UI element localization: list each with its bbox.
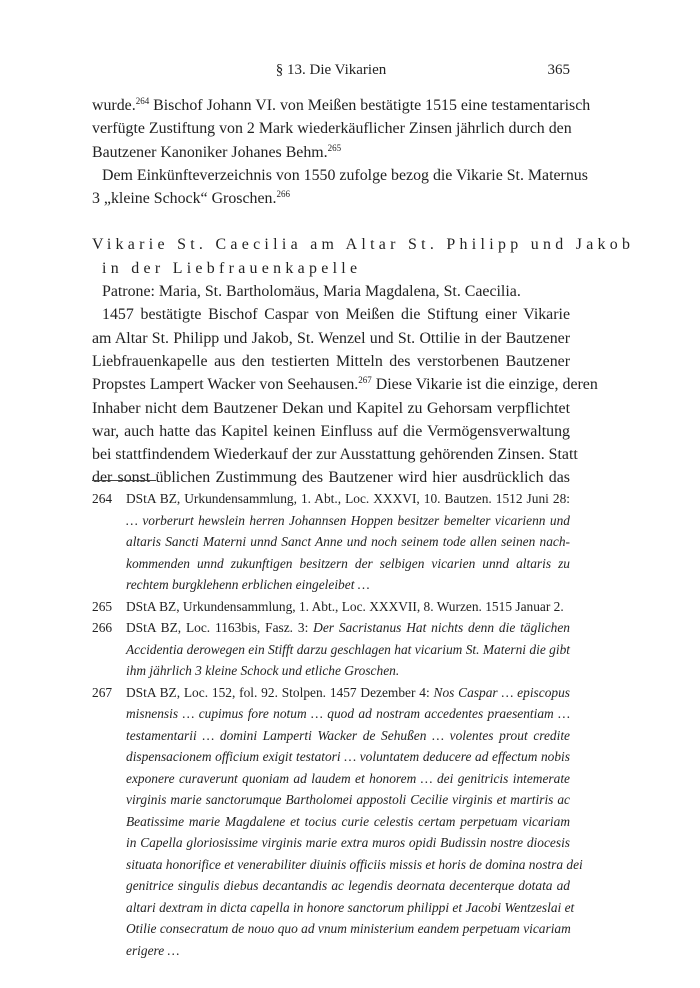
text-line: der sonst üblichen Zustimmung des Bautzener wird hier ausdrücklich das — [92, 469, 570, 487]
text-line: verfügte Zustiftung von 2 Mark wiederkäuflicher Zinsen jährlich durch den — [92, 120, 572, 138]
patrons-line: Patrone: Maria, St. Bartholomäus, Maria Magdalena, St. Caecilia. — [102, 283, 521, 301]
footnote-line: exponere curaverunt quoniam ad laudem et honorem … dei genitricis intemerate — [126, 770, 570, 786]
footnote-267 — [92, 682, 583, 962]
footnote-266 — [92, 617, 570, 682]
footnote-number: 265 — [92, 598, 113, 614]
text-line: wurde.$^{264}$ Bischof Johann VI. von Meißen bestätigte 1515 eine testamentarisch — [92, 96, 591, 114]
section-heading: Vikarie St. Caecilia am Altar St. Philipp und Jakob — [92, 236, 635, 254]
footnote-line: DStA BZ, Loc. 1163bis, Fasz. 3: Der Sacristanus Hat nichts denn die täglichen — [126, 620, 570, 635]
text-line: bei stattfindendem Wiederkauf der zur Ausstattung gehörenden Zinsen. Statt — [92, 446, 578, 464]
footnote-ref[interactable]: 265 — [327, 142, 342, 153]
footnote-number: 266 — [92, 620, 113, 635]
text-line: 1457 bestätigte Bischof Caspar von Meißen die Stiftung einer Vikarie — [102, 306, 570, 324]
page-number: 365 — [547, 62, 570, 78]
footnote-line: DStA BZ, Urkundensammlung, 1. Abt., Loc. XXXVI, 10. Bautzen. 1512 Juni 28: — [126, 491, 570, 506]
footnote-line: in Capella gloriosissime virginis marie extra muros opidi Budissin nostre diocesis — [126, 835, 570, 850]
text-line: Inhaber nicht dem Bautzener Dekan und Kapitel zu Gehorsam verpflichtet — [92, 399, 570, 417]
footnote-line: virginis marie sanctorumque Bartholomei appostoli Cecilie virginis et martiris ac — [126, 792, 570, 807]
footnote-line: kommenden unnd zukunftigen besitzern der selbigen vicarien unnd altaris zu — [126, 555, 570, 571]
footnote-line: situata honorifice et venerabiliter diuinis officiis missis et horis de domina nostra dei — [126, 856, 583, 872]
footnote-265 — [92, 596, 570, 618]
footnote-ref[interactable]: 267 — [358, 375, 372, 386]
footnote-ref[interactable]: 264 — [135, 96, 150, 106]
footnote-number: 267 — [92, 684, 113, 700]
footnote-line: erigere … — [126, 942, 180, 958]
footnote-line: genitrice singulis diebus decantandis ac legendis deornata decenterque dotata ad — [126, 878, 570, 893]
text-line: am Altar St. Philipp und Jakob, St. Wenzel und St. Ottilie in der Bautzener — [92, 329, 570, 347]
running-head — [92, 62, 570, 82]
footnote-line: … vorberurt hewslein herren Johannsen Hoppen besitzer bemelter vicarienn und — [126, 512, 570, 528]
footnote-line: Beatissime marie Magdalene et tocius curie celestis certam perpetuam vicariam — [126, 813, 570, 829]
text-line: Bautzener Kanoniker Johanes Behm.$^{265}$ — [92, 142, 342, 161]
footnote-line: altaris Sancti Materni unnd Sanct Anne und noch seinem tode allen seinen nach- — [126, 534, 570, 549]
footnote-line: DStA BZ, Urkundensammlung, 1. Abt., Loc. XXXVII, 8. Wurzen. 1515 Januar 2. — [126, 598, 564, 614]
footnote-line: Accidentia derowegen ein Stifft darzu geschlagen hat vicarium St. Materni die gibt — [126, 641, 570, 657]
section-title: § 13. Die Vikarien — [275, 62, 387, 78]
footnote-rule — [92, 480, 156, 481]
footnote-number: 264 — [92, 491, 113, 506]
footnote-line: misnensis … cupimus fore notum … quod ad nostram accedentes praesentiam … — [126, 706, 570, 721]
text-line: war, auch hatte das Kapitel keinen Einfluss auf die Vermögensverwaltung — [92, 422, 570, 440]
footnote-line: rechtem burgklehenn erblichen eingeleibet … — [126, 577, 370, 592]
footnote-line: ihm jährlich 3 kleine Schock und etliche Groschen. — [126, 663, 400, 678]
main-text — [92, 94, 635, 490]
footnotes — [92, 488, 583, 961]
footnote-line: Otilie consecratum de nouo quo ad vnum ministerium eandem perpetuam vicariam — [126, 921, 571, 936]
text-line: 3 „kleine Schock“ Groschen.$^{266}$ — [92, 189, 290, 208]
text-line: Propstes Lampert Wacker von Seehausen.$^{267}$ Diese Vikarie ist die einzige, deren — [92, 375, 598, 394]
footnote-ref[interactable]: 266 — [276, 189, 290, 200]
text-line: Liebfrauenkapelle aus den testierten Mitteln des verstorbenen Bautzener — [92, 352, 570, 370]
footnote-line: DStA BZ, Loc. 152, fol. 92. Stolpen. 1457 Dezember 4: Nos Caspar … episcopus — [126, 684, 570, 700]
section-heading: in der Liebfrauenkapelle — [102, 259, 362, 277]
text-line: Dem Einkünfteverzeichnis von 1550 zufolge bezog die Vikarie St. Maternus — [102, 166, 588, 184]
footnote-line: altari dextram in dicta capella in honore sanctorum philippi et Jacobi Wentzeslai et — [126, 899, 575, 915]
footnote-line: dispensacionem officium exigit testatori … voluntatem deducere ad effectum nobis — [126, 749, 570, 764]
footnote-line: testamentarii … domini Lamperti Wacker de Sehußen … volentes prout credite — [126, 727, 570, 743]
footnote-264 — [92, 488, 570, 596]
